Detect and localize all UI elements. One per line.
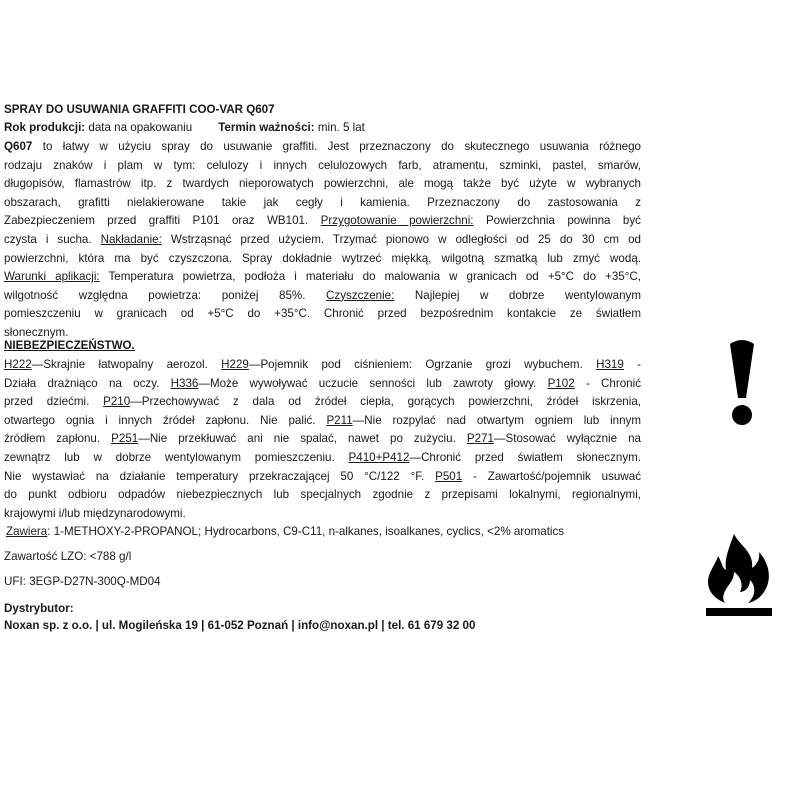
text-segment: czysta i sucha.	[4, 232, 101, 246]
text-segment: Najlepiej w dobrze wentylowanym	[394, 288, 641, 302]
text-segment: —Nie przekłuwać ani nie spalać, nawet po zużyciu.	[138, 432, 467, 446]
text-line	[4, 375, 641, 394]
text-segment: -	[623, 358, 641, 371]
text-line	[4, 356, 641, 375]
text-line	[4, 449, 641, 468]
text-segment: Działa drażniąco na oczy.	[4, 376, 171, 390]
section-label: P501	[435, 469, 463, 483]
section-label: Nakładanie:	[100, 232, 162, 246]
text-segment: Wstrząsnąć przed użyciem. Trzymać pionowo w odległości od 25 do 30 cm od	[161, 232, 641, 246]
text-line	[4, 175, 641, 194]
section-label: H319	[596, 358, 624, 371]
text-segment: Nie wystawiać na działanie temperatury przekraczającej 50 °C/122 °F.	[4, 469, 436, 483]
section-label: P102	[547, 376, 575, 390]
text-segment: słonecznym.	[4, 325, 69, 339]
composition	[6, 524, 564, 540]
text-segment: - Zawartość/pojemnik usuwać	[462, 469, 641, 483]
text-segment: obszarach, grafitti nielakierowane takie jak cegły i kamienia. Przeznaczony do zastosowania z	[4, 195, 641, 209]
ufi-code: UFI: 3EGP-D27N-300Q-MD04	[4, 575, 161, 588]
text-line	[4, 287, 641, 306]
section-label: H222	[4, 358, 32, 371]
text-segment: to łatwy w użyciu spray do usuwanie graffiti. Jest przeznaczony do skutecznego usuwania różnego	[32, 140, 641, 153]
flame-icon	[704, 532, 774, 618]
expiry-value: min. 5 lat	[314, 121, 365, 134]
text-line	[4, 212, 641, 231]
production-info	[4, 120, 365, 136]
section-label: P271	[466, 432, 494, 446]
section-label: P210	[103, 395, 131, 409]
section-label: Przygotowanie powierzchni:	[320, 214, 474, 228]
composition-label: Zawiera	[6, 525, 48, 538]
text-segment: pomieszczeniu w granicach od +5°C do +35°C. Chronić przed bezpośrednim kontakcie ze światłem	[4, 307, 641, 321]
text-segment: —Przechowywać z dala od źródeł ciepła, gorących powierzchni, źródeł iskrzenia,	[130, 395, 641, 409]
hazard-statements	[4, 356, 641, 523]
section-label: P410+P412	[348, 450, 410, 464]
product-code: Q607	[4, 140, 33, 153]
text-segment: - Chronić	[574, 376, 641, 390]
text-segment: —Stosować wyłącznie na	[493, 432, 641, 446]
text-segment: Powierzchnia powinna być	[473, 214, 641, 228]
production-value: data na opakowaniu	[85, 121, 193, 134]
section-label: Warunki aplikacji:	[4, 270, 100, 284]
section-label: P211	[326, 413, 353, 427]
text-line	[4, 505, 641, 524]
text-line	[4, 194, 641, 213]
text-segment: do punkt odbioru odpadów niebezpiecznych lub specjalnych zgodnie z przepisami lokalnymi, regionalnymi,	[4, 488, 641, 502]
text-segment: powierzchni, która ma być czyszczona. Spray dokładnie wytrzeć miękką, wilgotną szmatką lub zmyć wodą.	[4, 251, 641, 265]
text-segment: Temperatura powietrza, podłoża i materiału do malowania w granicach od +5°C do +35°C,	[99, 270, 641, 284]
text-segment: źródłem zapłonu.	[4, 432, 112, 446]
text-segment: —Chronić przed światłem słonecznym.	[409, 450, 641, 464]
text-line	[4, 468, 641, 487]
text-segment: zewnątrz lub w dobrze wentylowanym pomieszczeniu.	[4, 450, 349, 464]
text-segment: przed dziećmi.	[4, 395, 104, 409]
text-segment: krajowymi i/lub międzynarodowymi.	[4, 506, 186, 520]
section-label: P251	[111, 432, 139, 446]
composition-value: : 1-METHOXY-2-PROPANOL; Hydrocarbons, C9-C11, n-alkanes, isoalkanes, cyclics, <2% aromatics	[47, 525, 565, 538]
section-label: Czyszczenie:	[326, 288, 395, 302]
text-line	[4, 393, 641, 412]
text-line	[4, 305, 641, 324]
text-line	[4, 138, 641, 157]
voc-content: Zawartość LZO: <788 g/l	[4, 550, 132, 563]
section-label: H336	[170, 376, 199, 390]
text-segment: —Skrajnie łatwopalny aerozol.	[31, 358, 222, 371]
distributor-label: Dystrybutor:	[4, 602, 74, 615]
product-title: SPRAY DO USUWANIA GRAFFITI COO-VAR Q607	[4, 103, 275, 116]
text-line	[4, 430, 641, 449]
text-segment: otwartego ognia i innych źródeł zapłonu. Nie palić.	[4, 413, 327, 427]
text-line	[4, 268, 641, 287]
text-line	[4, 412, 641, 431]
text-segment: Zabezpieczeniem przed graffiti P101 oraz WB101.	[4, 214, 321, 228]
production-label: Rok produkcji:	[4, 121, 86, 134]
text-segment: —Pojemnik pod ciśnieniem: Ogrzanie grozi wybuchem.	[248, 358, 597, 371]
text-segment: —Nie rozpylać nad otwartym ogniem lub innym	[352, 413, 641, 427]
text-line	[4, 486, 641, 505]
expiry-label: Termin ważności:	[218, 121, 315, 134]
exclamation-mark-icon	[722, 338, 762, 430]
section-label: H229	[221, 358, 249, 371]
description-paragraph	[4, 138, 641, 343]
text-segment: —Może wywoływać uczucie senności lub zawroty głowy.	[198, 376, 548, 390]
text-line	[4, 250, 641, 269]
text-segment: wilgotność względna powietrza: poniżej 85%.	[4, 288, 327, 302]
text-line	[4, 157, 641, 176]
text-line	[4, 231, 641, 250]
distributor-details: Noxan sp. z o.o. | ul. Mogileńska 19 | 61-052 Poznań | info@noxan.pl | tel. 61 679 32 00	[4, 619, 476, 632]
text-segment: długopisów, flamastrów itp. z twardych nieporowatych powierzchni, ale mogą także być użyte w wybranych	[4, 177, 641, 191]
hazard-heading: NIEBEZPIECZEŃSTWO.	[4, 339, 135, 352]
text-segment: rodzaju znaków i plam w tym: celulozy i innych celulozowych farb, atramentu, szminki, pastel, smarów,	[4, 158, 641, 172]
